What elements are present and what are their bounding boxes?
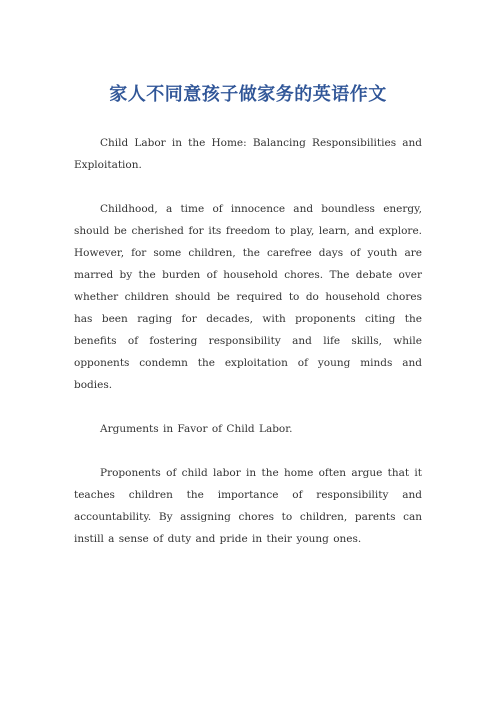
body-paragraph: Proponents of child labor in the home often argue that it teaches children the importance of responsibility and accountability. By assigning chores to children, parents can instill a sense of duty and pride in their young ones. bbox=[74, 467, 422, 545]
essay-heading: Child Labor in the Home: Balancing Responsibilities and Exploitation. bbox=[74, 137, 422, 171]
document-title: 家人不同意孩子做家务的英语作文 bbox=[109, 84, 387, 105]
section-heading: Arguments in Favor of Child Labor. bbox=[100, 423, 293, 435]
intro-paragraph: Childhood, a time of innocence and boundless energy, should be cherished for its freedom to play, learn, and explore. However, for some children, the carefree days of youth are marred by the burden of household chores. The debate over whether children should be required to do household chores has been raging for decades, with proponents citing the benefits of fostering responsibility and life skills, while opponents condemn the exploitation of young minds and bodies. bbox=[74, 203, 422, 391]
